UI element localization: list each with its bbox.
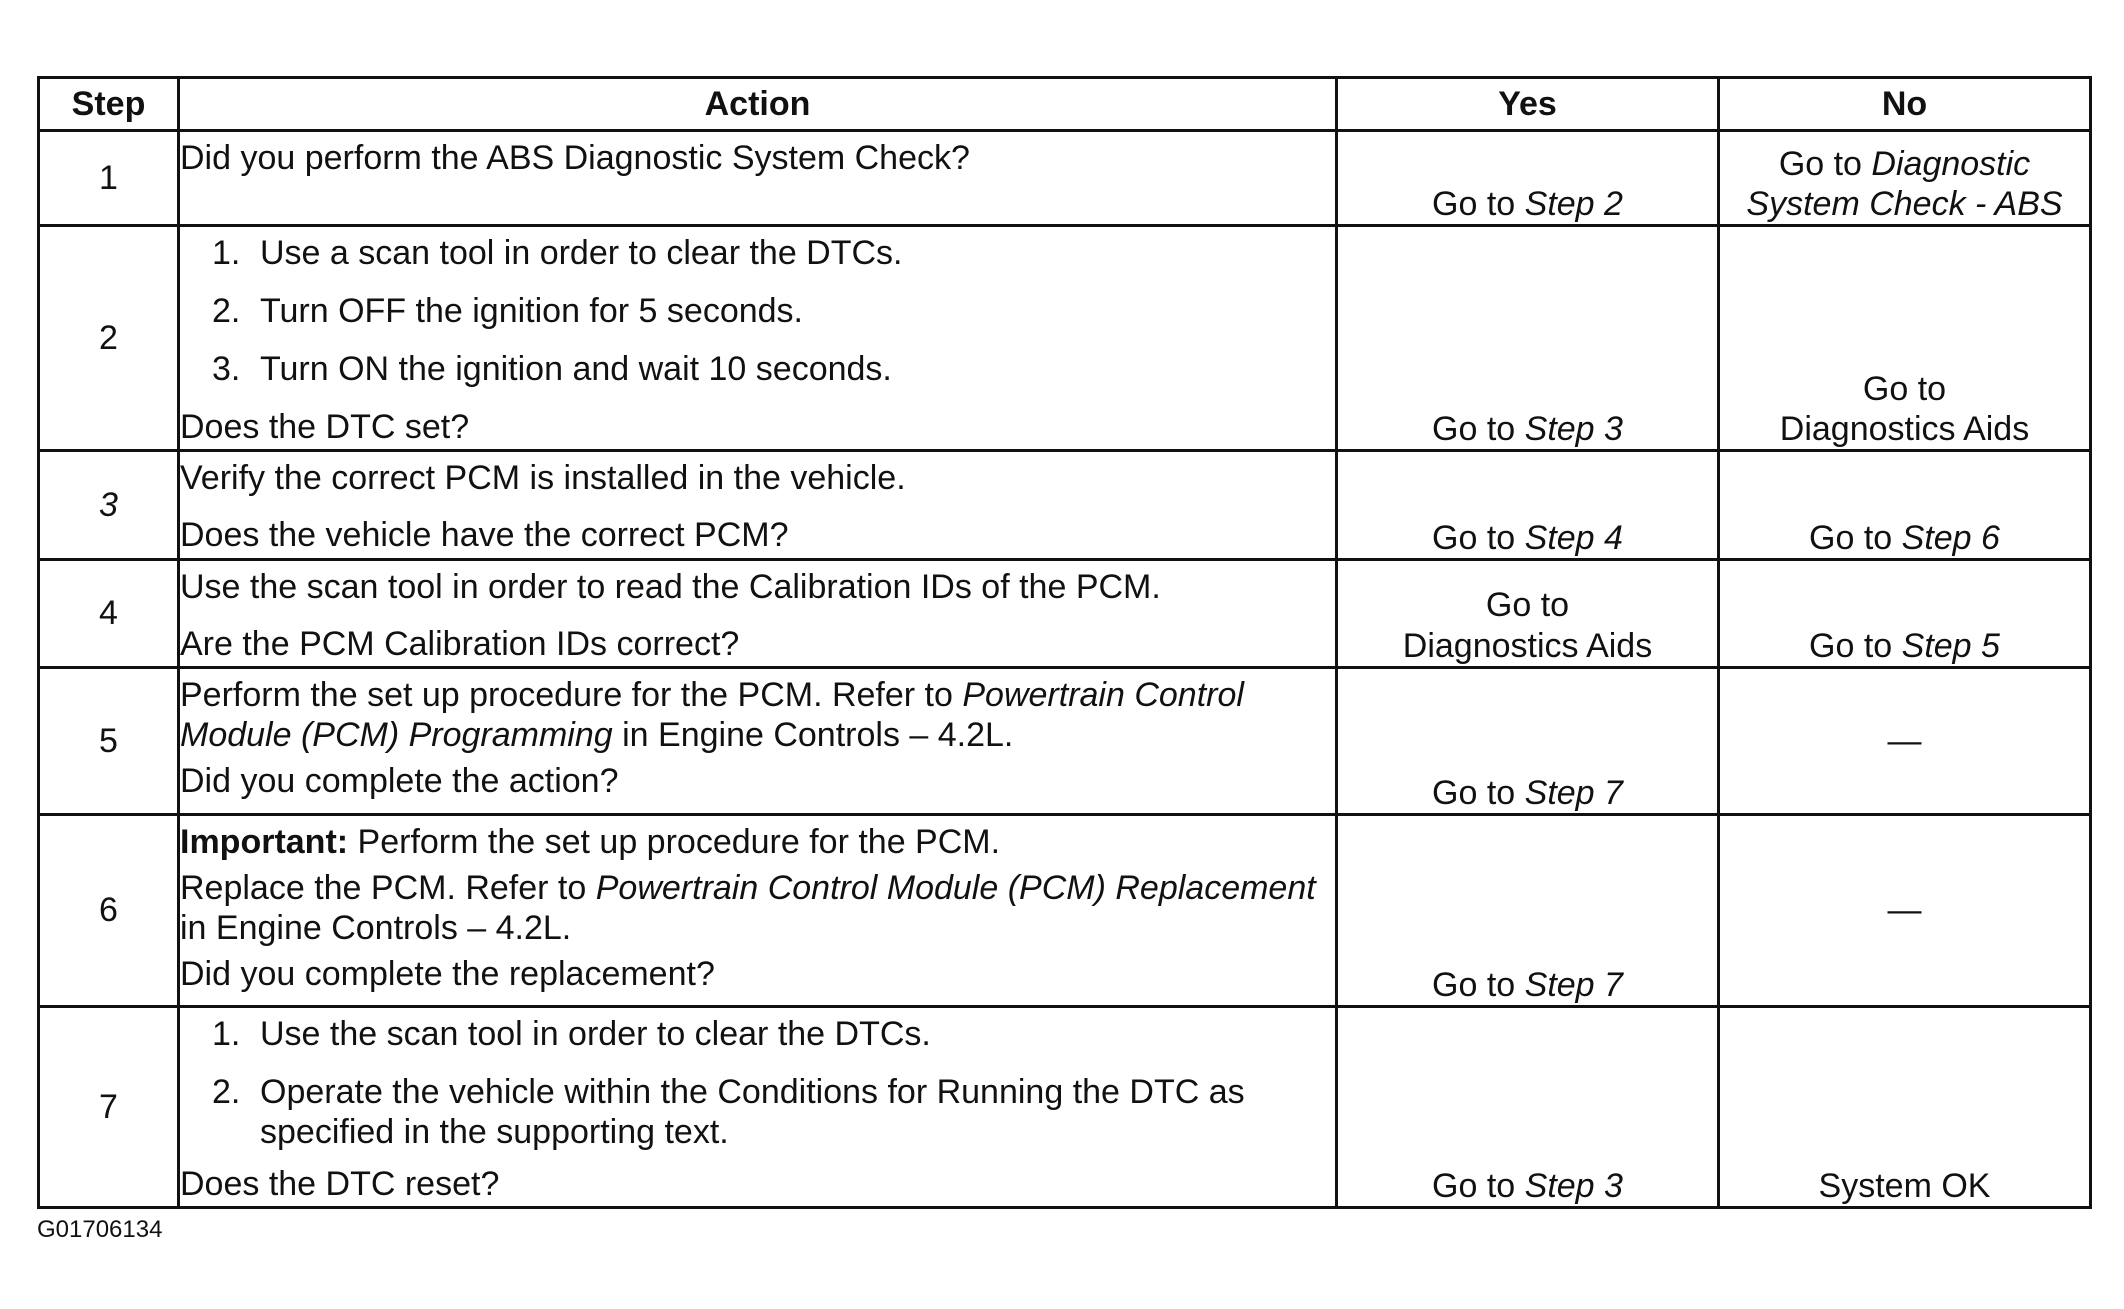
action-text [180, 868, 1335, 948]
action-question: Did you complete the action? [180, 761, 619, 800]
list-text: Use the scan tool in order to clear the DTCs. [260, 1014, 931, 1053]
no-dash: — [1887, 721, 1922, 760]
action-steps-list [180, 1014, 1335, 1152]
action-steps-list [180, 233, 1335, 389]
table-row [39, 131, 2091, 226]
list-text: Turn ON the ignition and wait 10 seconds. [260, 350, 892, 389]
yes-cell [1337, 1006, 1719, 1207]
no-cell [1719, 226, 2091, 451]
figure-id: G01706134 [37, 1216, 163, 1243]
yes-cell [1337, 226, 1719, 451]
action-reference: Powertrain Control Module (PCM) Replacement [595, 868, 1316, 907]
action-text: Use the scan tool in order to read the Calibration IDs of the PCM. [180, 568, 1161, 607]
action-cell [179, 131, 1337, 226]
table-row [39, 226, 2091, 451]
yes-text: Go to [1432, 773, 1525, 812]
list-number: 3. [212, 350, 241, 389]
no-text: Go to [1862, 370, 1947, 409]
no-text: Go to [1809, 626, 1902, 665]
action-text-part: Perform the set up procedure for the PCM. Refer to [180, 675, 963, 714]
action-text: Verify the correct PCM is installed in the vehicle. [180, 459, 906, 498]
action-reference: Powertrain Control Module (PCM) Programming [180, 675, 1244, 754]
list-number: 1. [212, 1014, 241, 1053]
list-item [180, 349, 1335, 389]
yes-step-ref: Step 7 [1524, 773, 1623, 812]
action-question: Does the DTC set? [180, 408, 470, 447]
yes-text: Go to [1432, 1166, 1525, 1205]
action-cell [179, 226, 1337, 451]
no-cell [1719, 451, 2091, 560]
table-row [39, 814, 2091, 1006]
action-cell [179, 451, 1337, 560]
yes-step-ref: Step 3 [1524, 410, 1623, 449]
no-step-ref: Step 5 [1901, 626, 2000, 665]
list-number: 2. [212, 292, 241, 331]
important-note [180, 822, 1335, 862]
header-row [39, 78, 2091, 131]
yes-text: Go to [1432, 184, 1525, 223]
action-question: Did you complete the replacement? [180, 954, 715, 993]
list-text: Operate the vehicle within the Conditions for Running the DTC as specified in the supporting text. [260, 1072, 1245, 1151]
list-item [180, 291, 1335, 331]
yes-cell [1337, 814, 1719, 1006]
yes-cell [1337, 560, 1719, 667]
action-text-part: Replace the PCM. Refer to [180, 868, 596, 907]
no-cell [1719, 1006, 2091, 1207]
no-ref: Diagnostic [1871, 144, 2031, 183]
yes-step-ref: Step 3 [1524, 1166, 1623, 1205]
step-number: 4 [39, 560, 179, 667]
action-question: Does the vehicle have the correct PCM? [180, 515, 789, 554]
action-text-part: in Engine Controls – 4.2L. [180, 908, 572, 947]
no-text: Go to [1778, 144, 1872, 183]
yes-step-ref: Step 4 [1524, 519, 1623, 558]
step-number: 6 [39, 814, 179, 1006]
header-yes: Yes [1337, 78, 1719, 131]
no-cell [1719, 814, 2091, 1006]
action-text: Did you perform the ABS Diagnostic System Check? [180, 139, 970, 177]
step-number: 7 [39, 1006, 179, 1207]
table-row [39, 451, 2091, 560]
yes-cell [1337, 667, 1719, 814]
diagnostic-table [37, 76, 2092, 1209]
no-cell [1719, 560, 2091, 667]
no-ref-continued: System Check - ABS [1746, 184, 2063, 223]
yes-text: Go to [1432, 410, 1525, 449]
no-text-continued: Diagnostics Aids [1779, 410, 2030, 449]
list-text: Turn OFF the ignition for 5 seconds. [260, 292, 803, 331]
yes-cell [1337, 451, 1719, 560]
list-item [180, 1014, 1335, 1054]
step-number: 5 [39, 667, 179, 814]
action-question: Are the PCM Calibration IDs correct? [180, 624, 740, 663]
header-action: Action [179, 78, 1337, 131]
action-cell [179, 560, 1337, 667]
action-question: Does the DTC reset? [180, 1164, 500, 1203]
no-text: Go to [1809, 519, 1902, 558]
yes-text: Go to [1485, 586, 1570, 625]
action-cell [179, 1006, 1337, 1207]
header-step: Step [39, 78, 179, 131]
step-number: 1 [39, 131, 179, 226]
yes-text: Go to [1432, 965, 1525, 1004]
step-number: 2 [39, 226, 179, 451]
table-row [39, 667, 2091, 814]
no-step-ref: Step 6 [1901, 519, 2000, 558]
no-text: System OK [1818, 1166, 1991, 1205]
no-cell [1719, 131, 2091, 226]
table-row [39, 1006, 2091, 1207]
no-dash: — [1887, 891, 1922, 930]
step-number: 3 [39, 451, 179, 560]
list-number: 2. [212, 1072, 241, 1111]
table-row [39, 560, 2091, 667]
important-label: Important: [180, 822, 349, 861]
list-text: Use a scan tool in order to clear the DTCs. [260, 234, 903, 272]
header-no: No [1719, 78, 2091, 131]
action-text-part: in Engine Controls – 4.2L. [612, 715, 1014, 754]
yes-text: Go to [1432, 519, 1525, 558]
yes-cell [1337, 131, 1719, 226]
yes-step-ref: Step 7 [1524, 965, 1623, 1004]
no-cell [1719, 667, 2091, 814]
list-item [180, 1072, 1335, 1152]
important-text: Perform the set up procedure for the PCM. [348, 822, 1001, 861]
action-text [180, 675, 1335, 755]
list-number: 1. [212, 234, 241, 272]
action-cell [179, 814, 1337, 1006]
yes-step-ref: Step 2 [1524, 184, 1623, 223]
action-cell [179, 667, 1337, 814]
yes-text-continued: Diagnostics Aids [1402, 626, 1653, 665]
list-item [180, 233, 1335, 273]
